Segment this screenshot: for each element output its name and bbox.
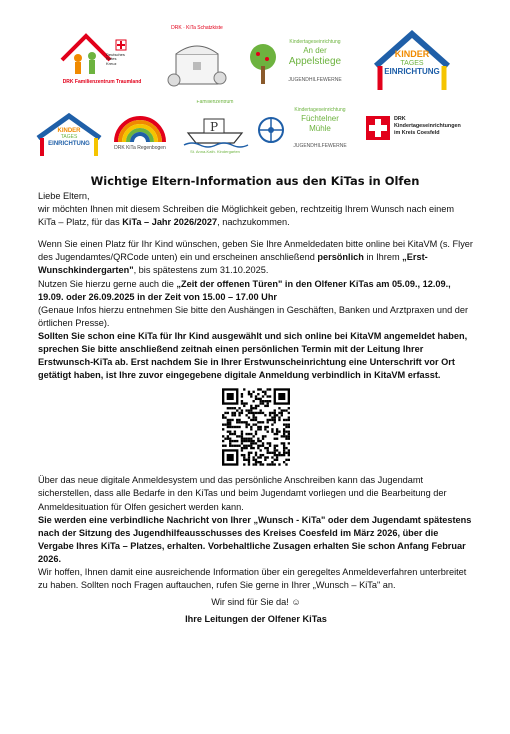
- signature: Ihre Leitungen der Olfener KiTas: [185, 614, 327, 625]
- logo-kita-schatzkiste: [158, 24, 236, 98]
- mill-wheel-icon: [256, 110, 286, 150]
- document-body: [38, 190, 474, 626]
- drk-kreis-line2: Kindertageseinrichtungen: [394, 123, 461, 129]
- qr-code-icon: [222, 388, 290, 466]
- familienzentrum-caption: DRK Familienzentrum Traumland: [62, 79, 142, 85]
- kita1-line3: EINRICHTUNG: [384, 67, 440, 76]
- info-note: (Genaue Infos hierzu entnehmen Sie bitte den Aushängen in Geschäften, Banken und Arztpraxen und der örtlichen Presse).: [38, 304, 469, 328]
- appelstiege-brand: JUGENDHILFEWERNE: [288, 77, 342, 83]
- familienzentrum2-bottom: St. Anna-Kath. Kindergarten: [190, 149, 240, 154]
- intro-text-a: wir möchten Ihnen mit diesem Schreiben die Möglichkeit geben, rechtzeitig Ihrem Wunsch nach einem KiTa – Platz, für das: [38, 204, 455, 228]
- kita1-line1: KINDER: [394, 49, 430, 59]
- open-doors-paragraph: [38, 278, 474, 304]
- fuechteln-name1: Füchtelner: [301, 114, 339, 123]
- digital-system-paragraph: Über das neue digitale Anmeldesystem und das persönliche Anschreiben kann das Jugendamt sicherstellen, dass alle Bedarfe in den KiTas und beim Jugendamt vorliegen und die Bearbeitung der Anmeldesituation für Olfen gesichert werden kann.: [38, 475, 447, 512]
- treasure-chest-icon: [158, 36, 236, 96]
- drk-word-1: Deutsches: [106, 52, 125, 57]
- kita-year: KiTa – Jahr 2026/2027: [122, 217, 218, 228]
- logo-drk-familienzentrum: [56, 26, 148, 96]
- reg-personal: persönlich: [317, 252, 364, 263]
- familienzentrum2-top: Familienzentrum: [196, 100, 234, 105]
- drk-cross-icon: [366, 116, 390, 140]
- appelstiege-name2: Appelstiege: [288, 56, 342, 67]
- kita1-line2: TAGES: [400, 60, 424, 67]
- svg-text:P: P: [209, 120, 219, 134]
- closing-paragraph: Wir hoffen, Ihnen damit eine ausreichende Information über ein geregeltes Anmeldeverfahren unterbreitet zu haben. Sollten noch Fragen auftauchen, rufen Sie gerne in Ihrer „Wunsch – KiTa" an.: [38, 566, 467, 591]
- logo-drk-kreis-coesfeld: [360, 110, 464, 156]
- open-doors-dates: „Zeit der offenen Türen" in den Olfener KiTas am 05.09., 12.09., 19.09. oder 26.09.2025 in der Zeit von 15.00 – 17.00 Uhr: [38, 278, 451, 302]
- document-title: Wichtige Eltern-Information aus den KiTas in Olfen: [90, 174, 420, 188]
- fuechteln-brand: JUGENDHILFEWERNE: [293, 143, 347, 149]
- confirmation-paragraph: Sollten Sie schon eine KiTa für Ihr Kind ausgewählt und sich online bei KitaVM angemeldet haben, sprechen Sie bitte anschließend zeitnah einen persönlichen Termin mit der Leitung Ihrer Erstwunsch-KiTa ab. Erst nachdem Sie in Ihrer Erstwunscheinrichtung eine Unterschrift vor Ort getätigt haben, ist Ihre zuvor eingegebene digitale Anmeldung verbindlich in KitaVM erfasst.: [38, 330, 468, 381]
- boat-icon: [180, 107, 250, 149]
- logo-drk-kita-regenbogen: [110, 112, 170, 158]
- logo-kindertageseinrichtung-1: [370, 26, 454, 96]
- kita2-line2: TAGES: [60, 134, 78, 140]
- logo-kita-fuechtelner-muehle: [254, 106, 354, 158]
- reg-text-a: Wenn Sie einen Platz für Ihr Kind wünschen, geben Sie Ihre Anmeldedaten bitte online bei KitaVM (s. Flyer des Jugendamtes/QRCode unten) ein und erscheinen anschließend: [38, 239, 473, 263]
- logo-kita-appelstiege: [246, 38, 354, 94]
- open-doors-text: Nutzen Sie hierzu gerne auch die: [38, 278, 177, 289]
- closing-line: Wir sind für Sie da! ☺: [211, 597, 301, 608]
- fuechteln-name2: Mühle: [309, 124, 331, 133]
- appelstiege-name1: An der: [303, 46, 327, 55]
- intro-text-c: , nachzukommen.: [217, 217, 290, 228]
- reg-first-choice: „Erst-Wunschkindergarten": [38, 252, 428, 276]
- appelstiege-top: Kindertageseinrichtung: [289, 39, 341, 45]
- registration-paragraph: [38, 238, 474, 277]
- reg-deadline: , bis spätestens zum 31.10.2025.: [133, 265, 269, 276]
- drk-word-2: Rotes: [106, 56, 117, 62]
- reg-text-c: in Ihrem: [363, 252, 403, 263]
- fuechteln-top: Kindertageseinrichtung: [294, 107, 346, 113]
- apple-tree-icon: [248, 42, 278, 86]
- intro-paragraph: [38, 203, 474, 229]
- drk-kreis-line1: DRK: [394, 116, 406, 122]
- greeting: Liebe Eltern,: [38, 191, 90, 201]
- notification-paragraph: Sie werden eine verbindliche Nachricht von Ihrer „Wunsch - KiTa" oder dem Jugendamt spätestens nach der Sitzung des Jugendhilfeausschusses des Kreises Coesfeld im März 2026, über die Vergabe Ihres KiTa – Platzes, erhalten. Vorbehaltliche Zusagen erhalten Sie schon Anfang Februar 2026.: [38, 514, 472, 564]
- logo-kindertageseinrichtung-2: [34, 112, 104, 158]
- rainbow-icon: [110, 112, 170, 144]
- drk-kreis-line3: im Kreis Coesfeld: [394, 130, 440, 136]
- logo-familienzentrum-st-anna: [180, 100, 250, 158]
- regenbogen-caption: DRK KiTa Regenbogen: [114, 145, 166, 151]
- schatzkiste-caption: DRK · KiTa Schatzkiste: [171, 25, 223, 31]
- kita2-line1: KINDER: [57, 128, 81, 134]
- kita2-line3: EINRICHTUNG: [48, 141, 90, 147]
- drk-word-3: Kreuz: [106, 60, 117, 66]
